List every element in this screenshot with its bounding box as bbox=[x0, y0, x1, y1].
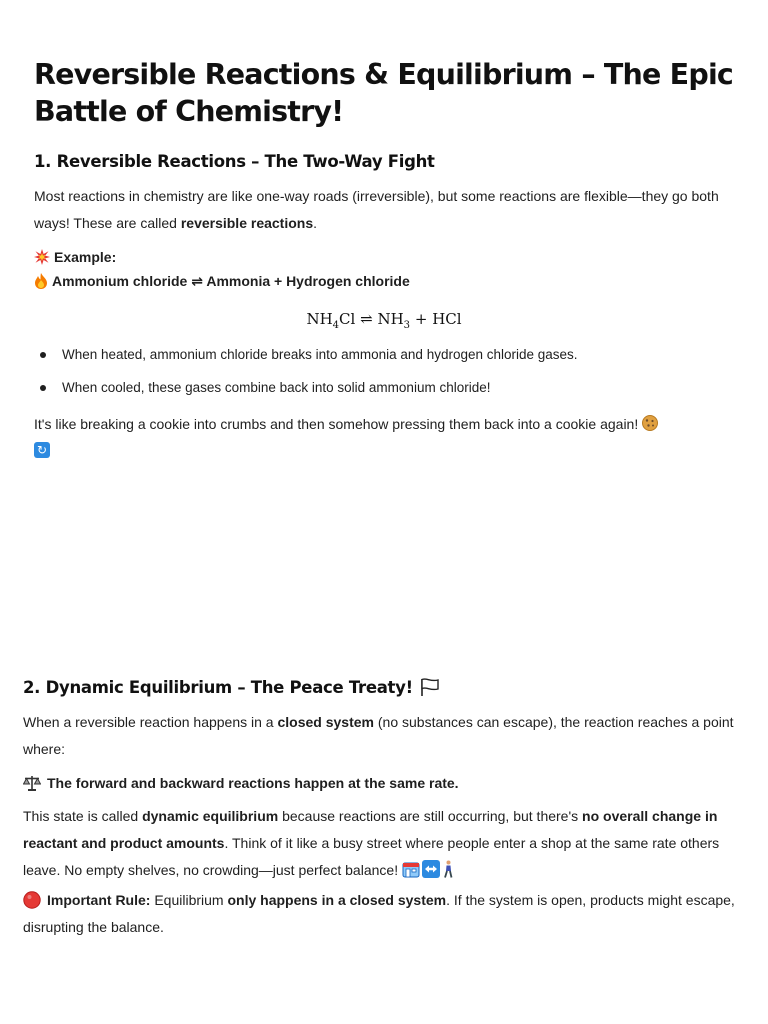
equation-lhs-tail: Cl bbox=[339, 310, 356, 328]
red-circle-icon bbox=[23, 891, 41, 909]
important-rule-paragraph bbox=[23, 887, 735, 941]
collision-icon bbox=[34, 249, 50, 265]
bullet-dot bbox=[40, 385, 46, 391]
left-right-arrow-icon bbox=[422, 860, 440, 878]
equation-plus: + bbox=[414, 310, 428, 328]
shop-icon bbox=[402, 860, 420, 878]
intro-end: . bbox=[313, 215, 318, 231]
p4-text-b: . If the system is open, products might escape, disrupting the balance. bbox=[23, 892, 735, 935]
equation-rhs-hcl: HCl bbox=[432, 310, 462, 328]
p1-bold: closed system bbox=[277, 714, 374, 730]
section2-heading bbox=[23, 676, 735, 700]
fire-icon bbox=[34, 273, 48, 289]
list-item bbox=[34, 378, 734, 398]
equation-lhs: NH bbox=[306, 310, 333, 328]
p1-text-a: When a reversible reaction happens in a bbox=[23, 714, 278, 730]
equation-rhs-subscript: 3 bbox=[403, 320, 411, 331]
section2-intro bbox=[23, 709, 735, 763]
example-equation-words bbox=[34, 269, 734, 293]
page-title: Reversible Reactions & Equilibrium – The Epic Battle of Chemistry! bbox=[34, 58, 734, 128]
p3-bold-dynamic-equilibrium: dynamic equilibrium bbox=[142, 808, 279, 824]
cycle-arrows-icon: ↻ bbox=[34, 442, 50, 458]
balance-scale-icon bbox=[23, 775, 41, 791]
list-item bbox=[34, 345, 734, 365]
p3-text-c: . Think of it like a busy street where people enter a shop at the same rate others leave. No empty shelves, no crowding—just perfect balance! bbox=[23, 835, 720, 878]
important-rule-label: Important Rule: bbox=[47, 892, 151, 908]
intro-bold: reversible reactions bbox=[180, 215, 314, 231]
example-label-line bbox=[34, 245, 734, 269]
rule-line-text: The forward and backward reactions happen at the same rate. bbox=[47, 775, 459, 791]
chemical-equation bbox=[34, 305, 734, 333]
section1-intro bbox=[34, 183, 734, 237]
section2-heading-text: 2. Dynamic Equilibrium – The Peace Treaty! bbox=[23, 678, 413, 697]
analogy-text: It's like breaking a cookie into crumbs and then somehow pressing them back into a cookie again! bbox=[34, 416, 639, 432]
p3-bold-no-overall-change: no overall change in reactant and product amounts bbox=[23, 808, 718, 851]
cookie-icon bbox=[642, 415, 658, 431]
person-walking-icon bbox=[442, 860, 454, 878]
p3-text-a: This state is called bbox=[23, 808, 143, 824]
section1-heading: 1. Reversible Reactions – The Two-Way Fight bbox=[34, 152, 435, 171]
p3-text-b: because reactions are still occurring, but there's bbox=[278, 808, 583, 824]
bullet-dot bbox=[40, 352, 46, 358]
section-dynamic-equilibrium bbox=[23, 676, 735, 941]
intro-text: Most reactions in chemistry are like one-way roads (irreversible), but some reactions are flexible—they go both ways! These are called bbox=[34, 188, 719, 231]
equilibrium-arrow: ⇌ bbox=[360, 310, 373, 328]
section-reversible-reactions bbox=[34, 56, 734, 458]
equal-rate-rule bbox=[23, 771, 735, 795]
example-line-text: Ammonium chloride ⇌ Ammonia + Hydrogen chloride bbox=[52, 273, 410, 289]
white-flag-icon bbox=[419, 677, 441, 697]
cookie-analogy bbox=[34, 411, 734, 437]
p4-bold-closed-system: only happens in a closed system bbox=[227, 892, 447, 908]
reaction-bullets bbox=[34, 345, 734, 398]
bullet-text-heated: When heated, ammonium chloride breaks into ammonia and hydrogen chloride gases. bbox=[62, 347, 578, 362]
p4-text-a: Equilibrium bbox=[150, 892, 228, 908]
equation-lhs-subscript: 4 bbox=[332, 320, 340, 331]
bullet-text-cooled: When cooled, these gases combine back into solid ammonium chloride! bbox=[62, 380, 491, 395]
p1-text-b: (no substances can escape), the reaction reaches a point where: bbox=[23, 714, 734, 757]
equation-rhs-ammonia: NH bbox=[377, 310, 404, 328]
example-label: Example: bbox=[54, 249, 117, 265]
dynamic-equilibrium-paragraph bbox=[23, 803, 735, 884]
